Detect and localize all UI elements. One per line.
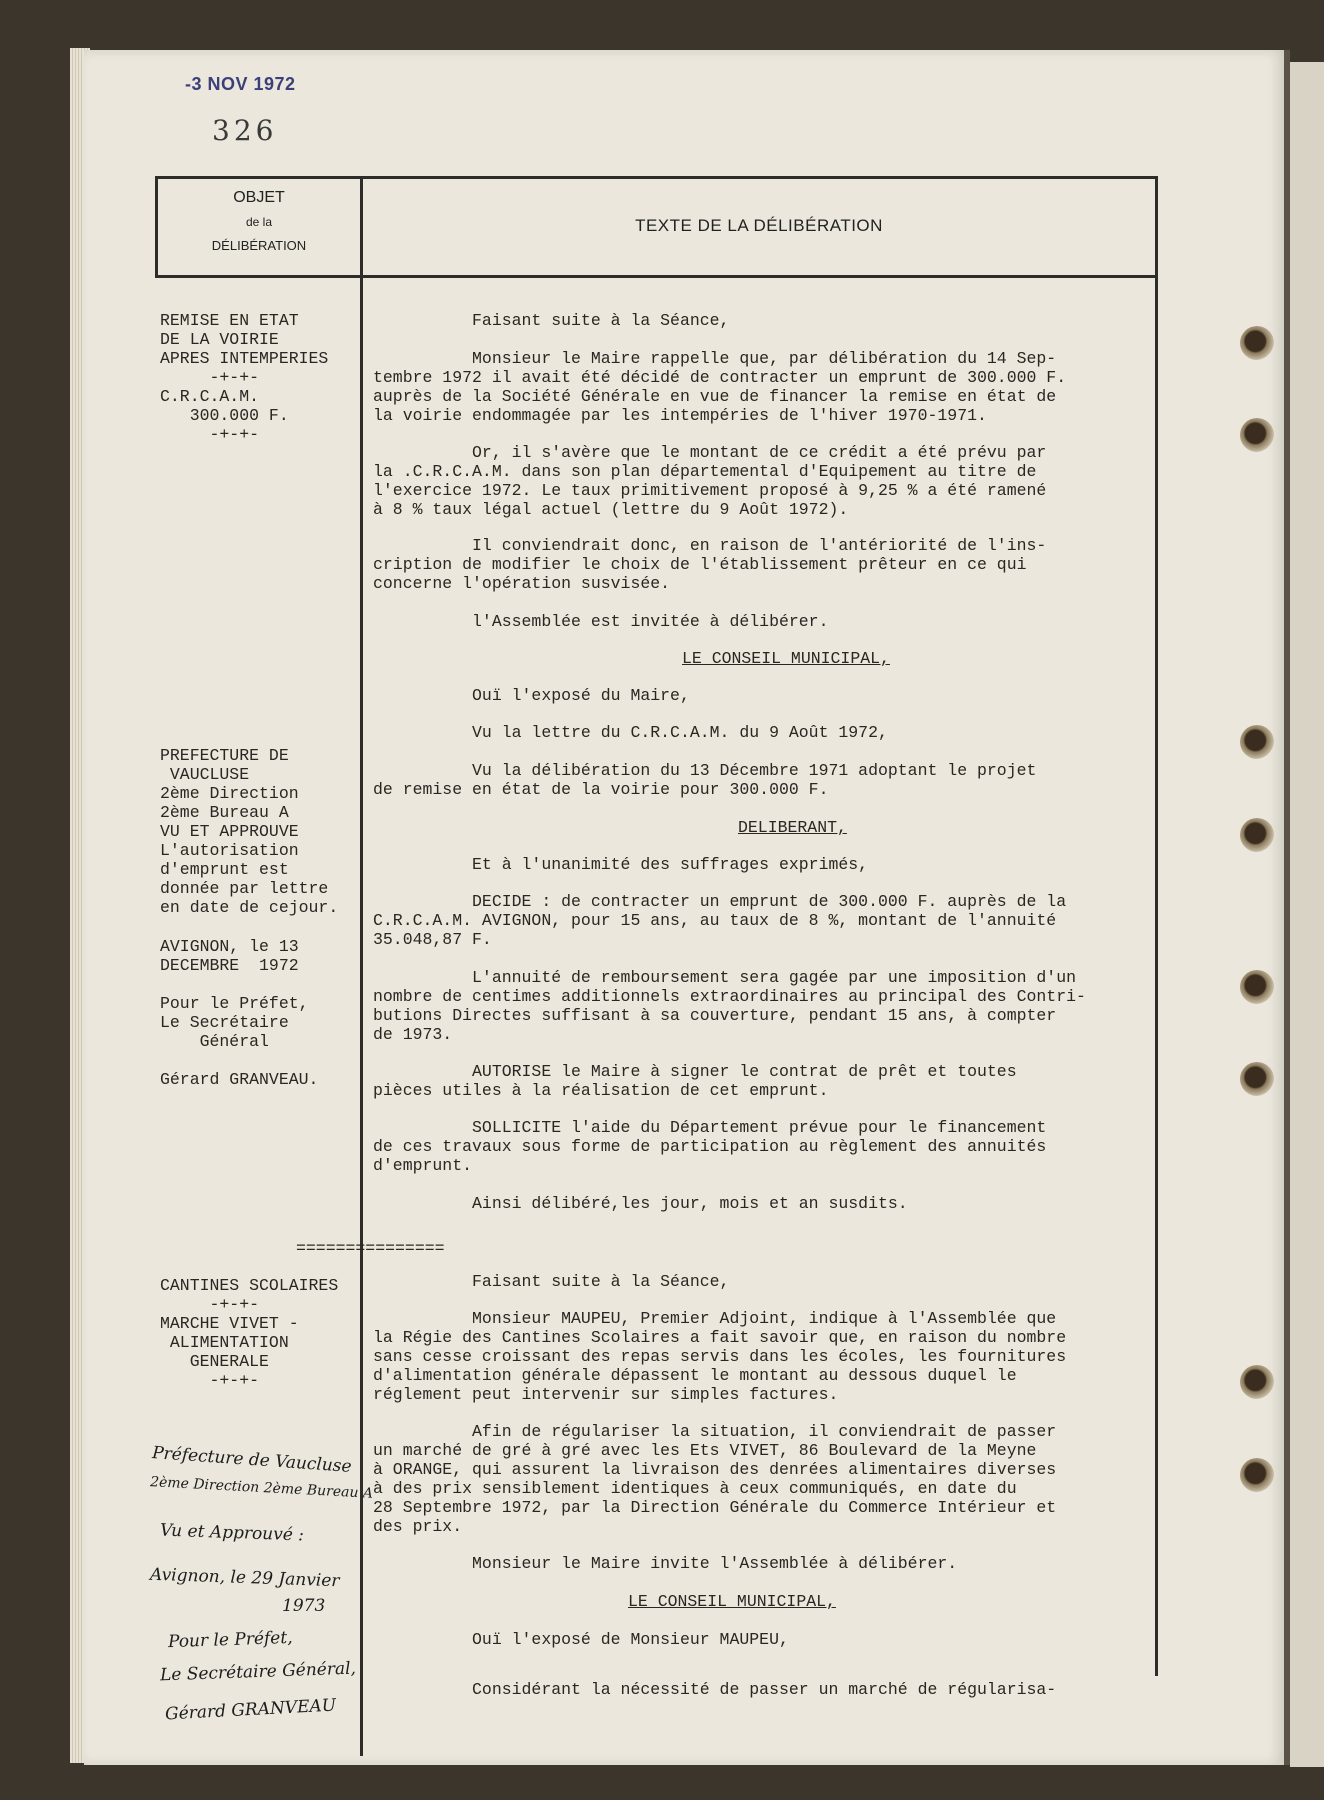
body-paragraph: Faisant suite à la Séance, [373, 311, 730, 330]
punch-hole [1240, 725, 1274, 759]
body-paragraph: DECIDE : de contracter un emprunt de 300.000 F. auprès de la C.R.C.A.M. AVIGNON, pour 15 ans, au taux de 8 %, montant de l'annuité 35.048,87 F. [373, 892, 1067, 949]
punch-hole [1240, 418, 1274, 452]
handwritten-date: Avignon, le 29 Janvier [149, 1564, 340, 1592]
handwritten-approved: Vu et Approuvé : [159, 1520, 305, 1546]
punch-hole [1240, 326, 1274, 360]
body-paragraph: Ouï l'exposé de Monsieur MAUPEU, [373, 1630, 789, 1649]
punch-hole [1240, 970, 1274, 1004]
facing-page-edge [1290, 62, 1324, 1767]
binding-gutter [1284, 50, 1290, 1765]
texte-header: TEXTE DE LA DÉLIBÉRATION [635, 216, 883, 235]
table-right-border [1155, 176, 1158, 1676]
subject-cantines: CANTINES SCOLAIRES -+-+- MARCHE VIVET - ALIMENTATION GENERALE -+-+- [160, 1276, 339, 1390]
handwritten-prefet: Pour le Préfet, [167, 1627, 293, 1653]
subject-prefet-signature: Pour le Préfet, Le Secrétaire Général [160, 994, 309, 1051]
punch-hole [1240, 1458, 1274, 1492]
handwritten-prefecture: Préfecture de Vaucluse [151, 1443, 353, 1477]
handwritten-secretaire: Le Secrétaire Général, [159, 1658, 357, 1686]
table-top-rule [155, 176, 1158, 179]
objet-header-title: OBJET [233, 189, 285, 206]
body-paragraph: L'annuité de remboursement sera gagée par une imposition d'un nombre de centimes additionnels extraordinaires au principal des Contri- butions Directes suffisant à sa couverture, pendant 15 ans, à compter de 1973. [373, 968, 1086, 1044]
body-paragraph: Ouï l'exposé du Maire, [373, 686, 690, 705]
subject-prefecture-approval: PREFECTURE DE VAUCLUSE 2ème Direction 2ème Bureau A VU ET APPROUVE L'autorisation d'emprunt est donnée par lettre en date de cejour. [160, 746, 339, 917]
body-paragraph: AUTORISE le Maire à signer le contrat de prêt et toutes pièces utiles à la réalisation de cet emprunt. [373, 1062, 1017, 1100]
subject-voirie: REMISE EN ETAT DE LA VOIRIE APRES INTEMPERIES -+-+- C.R.C.A.M. 300.000 F. -+-+- [160, 311, 329, 444]
body-paragraph: Vu la lettre du C.R.C.A.M. du 9 Août 1972, [373, 723, 888, 742]
objet-header [158, 186, 360, 258]
body-paragraph: Monsieur MAUPEU, Premier Adjoint, indique à l'Assemblée que la Régie des Cantines Scolaires a fait savoir que, en raison du nombre sans cesse croissant des repas servis dans les écoles, les fournitures d'alimentation générale dépassent le montant au dessous duquel le réglement peut intervenir sur simples factures. [373, 1309, 1067, 1404]
objet-header-subtitle: DÉLIBÉRATION [211, 238, 307, 253]
handwritten-direction: 2ème Direction 2ème Bureau A [149, 1474, 374, 1502]
subject-avignon-date: AVIGNON, le 13 DECEMBRE 1972 [160, 937, 299, 975]
body-paragraph: Ainsi délibéré,les jour, mois et an susdits. [373, 1194, 908, 1213]
folio-number: 326 [212, 114, 278, 147]
conseil-heading: LE CONSEIL MUNICIPAL, [682, 649, 890, 668]
body-paragraph: Faisant suite à la Séance, [373, 1272, 730, 1291]
column-divider [360, 176, 363, 1756]
handwritten-year: 1973 [282, 1596, 326, 1616]
body-paragraph: l'Assemblée est invitée à délibérer. [373, 612, 829, 631]
conseil-heading: LE CONSEIL MUNICIPAL, [628, 1592, 836, 1611]
body-paragraph: SOLLICITE l'aide du Département prévue pour le financement de ces travaux sous forme de participation au règlement des annuités d'emprunt. [373, 1118, 1047, 1175]
handwritten-signature: Gérard GRANVEAU [164, 1695, 337, 1725]
body-paragraph: Monsieur le Maire invite l'Assemblée à délibérer. [373, 1554, 958, 1573]
header-bottom-rule [155, 275, 1158, 278]
body-paragraph: Or, il s'avère que le montant de ce crédit a été prévu par la .C.R.C.A.M. dans son plan départemental d'Equipement au titre de l'exercice 1972. Le taux primitivement proposé à 9,25 % a été ramené à 8 % taux légal actuel (lettre du 9 Août 1972). [373, 443, 1047, 519]
body-paragraph: Afin de régulariser la situation, il conviendrait de passer un marché de gré à gré avec les Ets VIVET, 86 Boulevard de la Meyne à ORANGE, qui assurent la livraison des denrées alimentaires diverses à des prix sensiblement identiques à ceux communiqués, en date du 28 Septembre 1972, par la Direction Générale du Commerce Intérieur et des prix. [373, 1422, 1057, 1536]
body-paragraph: Vu la délibération du 13 Décembre 1971 adoptant le projet de remise en état de la voirie pour 300.000 F. [373, 761, 1037, 799]
punch-hole [1240, 818, 1274, 852]
objet-header-connector: de la [245, 215, 273, 229]
punch-hole [1240, 1062, 1274, 1096]
body-paragraph: Considérant la nécessité de passer un marché de régularisa- [373, 1680, 1057, 1699]
punch-hole [1240, 1365, 1274, 1399]
body-paragraph: Il conviendrait donc, en raison de l'antériorité de l'ins- cription de modifier le choix de l'établissement prêteur en ce qui concerne l'opération susvisée. [373, 536, 1047, 593]
section-separator: =============== [296, 1239, 445, 1258]
date-stamp: -3 NOV 1972 [185, 74, 296, 94]
body-paragraph: Monsieur le Maire rappelle que, par délibération du 14 Sep- tembre 1972 il avait été décidé de contracter un emprunt de 300.000 F. auprès de la Société Générale en vue de financer la remise en état de la voirie endommagée par les intempéries de l'hiver 1970-1971. [373, 349, 1067, 425]
deliberant-heading: DELIBERANT, [738, 818, 847, 837]
subject-signatory: Gérard GRANVEAU. [160, 1070, 319, 1089]
body-paragraph: Et à l'unanimité des suffrages exprimés, [373, 855, 869, 874]
